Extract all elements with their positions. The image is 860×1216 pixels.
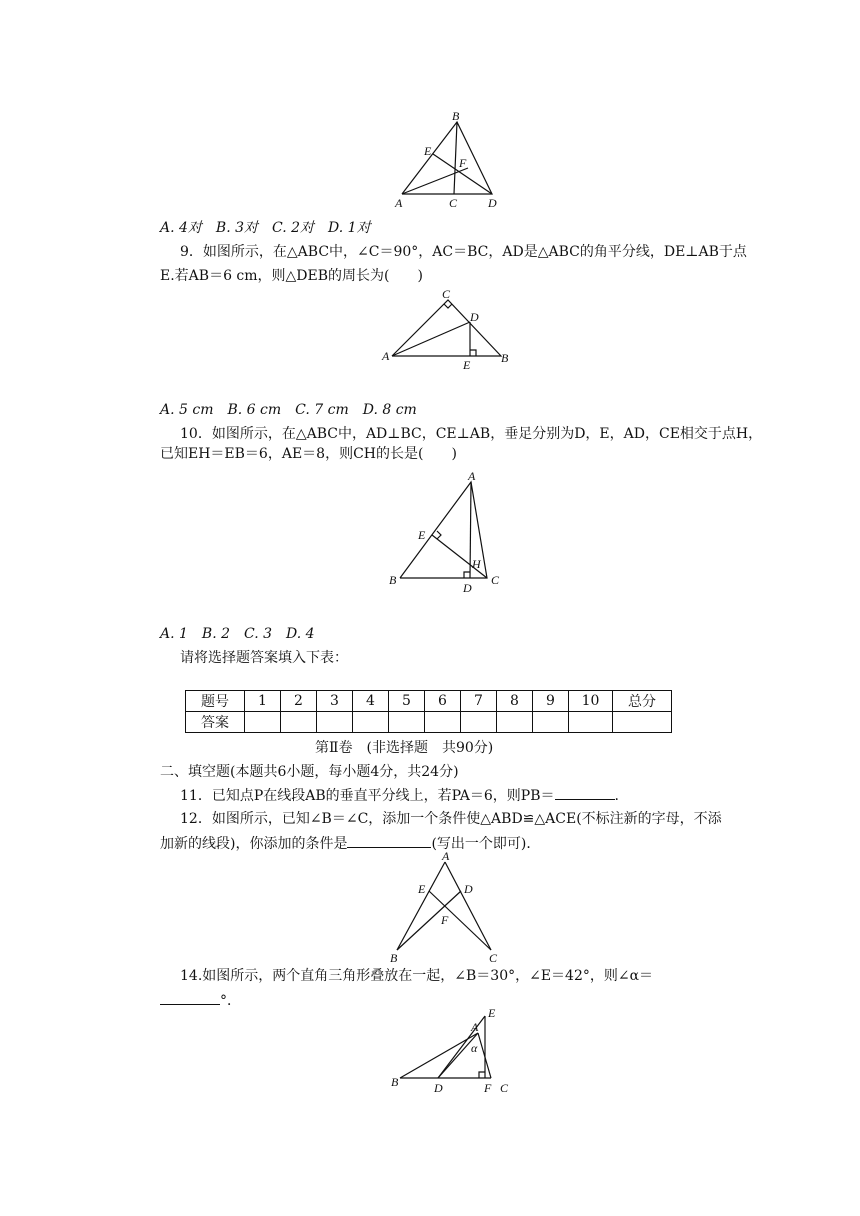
q14-label-a: A <box>471 1020 479 1034</box>
q8-label-d: D <box>488 196 497 210</box>
q14-line2 <box>160 990 241 1011</box>
q10-line1: 10．如图所示，在△ABC中，AD⊥BC，CE⊥AB，垂足分别为D，E，AD，CE相交于点H， <box>180 426 763 442</box>
q10-label-h: H <box>472 557 481 571</box>
q10-line2: 已知EH＝EB＝6，AE＝8，则CH的长是( ) <box>160 446 457 462</box>
q12-label-b: B <box>390 951 398 965</box>
q10-segment-ad <box>470 482 471 578</box>
table-header-total: 总分 <box>613 691 672 712</box>
q12-segment-ac <box>445 862 491 950</box>
q9-line2: E.若AB＝6 cm，则△DEB的周长为( ) <box>160 268 423 284</box>
q10-label-e: E <box>418 528 426 542</box>
q9-label-a: A <box>382 349 390 363</box>
q12-segment-ab <box>397 862 445 950</box>
total-score-cell[interactable] <box>613 712 672 733</box>
q9-label-d: D <box>470 310 479 324</box>
q12-label-a: A <box>442 850 450 863</box>
q12-line2-text: 加新的线段)，你添加的条件是 <box>160 836 348 852</box>
q8-triangle-abd <box>402 122 492 194</box>
q8-segment-bc <box>454 122 457 194</box>
q14-figure <box>388 1006 518 1098</box>
q12-figure <box>385 850 505 965</box>
q8-label-e: E <box>424 144 432 158</box>
q12-line1: 12．如图所示，已知∠B＝∠C，添加一个条件使△ABD≌△ACE(不标注新的字母，不添 <box>180 811 722 827</box>
q8-label-f: F <box>459 156 467 170</box>
q9-label-b: B <box>501 351 509 365</box>
q12-answer-blank[interactable] <box>347 833 431 848</box>
q14-label-d: D <box>434 1081 443 1095</box>
q9-segment-ad <box>392 322 470 356</box>
q11-end: . <box>614 788 619 804</box>
table-intro: 请将选择题答案填入下表： <box>180 650 348 666</box>
q10-label-d: D <box>463 581 472 593</box>
q14-label-alpha: α <box>471 1041 478 1055</box>
answer-cell[interactable] <box>425 712 461 733</box>
answer-cell[interactable] <box>461 712 497 733</box>
answer-cell[interactable] <box>317 712 353 733</box>
q9-triangle-abc <box>392 300 501 356</box>
q12-segment-bd <box>397 891 461 950</box>
section2-title: 第Ⅱ卷 (非选择题 共90分) <box>315 740 494 756</box>
table-number-cell: 6 <box>425 691 461 712</box>
q12-label-d: D <box>464 882 473 896</box>
table-number-cell: 9 <box>533 691 569 712</box>
q14-label-f: F <box>484 1081 492 1095</box>
answer-cell[interactable] <box>389 712 425 733</box>
q14-right-angle-f <box>479 1072 485 1078</box>
table-header-question-number: 题号 <box>186 691 245 712</box>
q14-answer-blank[interactable] <box>160 990 220 1005</box>
q10-label-a: A <box>468 469 476 483</box>
q9-right-angle-c <box>444 304 452 308</box>
q14-line1: 14.如图所示，两个直角三角形叠放在一起，∠B＝30°，∠E＝42°，则∠α＝ <box>180 968 654 984</box>
answer-cell[interactable] <box>281 712 317 733</box>
answer-cell[interactable] <box>245 712 281 733</box>
q12-segment-ce <box>429 891 491 950</box>
answer-cell[interactable] <box>353 712 389 733</box>
q14-label-c: C <box>500 1081 509 1095</box>
q11-answer-blank[interactable] <box>555 785 615 800</box>
q10-label-b: B <box>389 573 397 587</box>
q12-line2-end: (写出一个即可)． <box>431 836 541 852</box>
answer-cell[interactable] <box>569 712 613 733</box>
answer-table <box>185 690 672 733</box>
answer-cell[interactable] <box>497 712 533 733</box>
q8-label-b: B <box>452 110 460 123</box>
table-number-cell: 10 <box>569 691 613 712</box>
q8-label-c: C <box>449 196 458 210</box>
table-number-cell: 5 <box>389 691 425 712</box>
fill-section-title: 二、填空题(本题共6小题，每小题4分，共24分) <box>160 764 459 780</box>
q10-figure <box>385 468 510 593</box>
q9-right-angle-e <box>470 350 476 356</box>
q14-line2-end: °． <box>220 993 241 1009</box>
q12-label-c: C <box>489 951 498 965</box>
q12-label-e: E <box>418 882 426 896</box>
q9-line1: 9．如图所示，在△ABC中，∠C＝90°，AC＝BC，AD是△ABC的角平分线，DE⊥AB于点 <box>180 244 747 260</box>
q10-label-c: C <box>491 573 500 587</box>
answer-table-answer-row <box>186 712 672 733</box>
answer-table-number-row <box>186 691 672 712</box>
q14-label-e: E <box>488 1006 496 1020</box>
q8-figure <box>390 110 510 210</box>
q8-options: A. 4对 B. 3对 C. 2对 D. 1对 <box>160 220 371 236</box>
q11-question <box>180 785 619 806</box>
q9-label-e: E <box>463 358 471 372</box>
q11-text: 11．已知点P在线段AB的垂直平分线上，若PA＝6，则PB＝ <box>180 788 555 804</box>
q9-figure <box>380 288 520 373</box>
q10-right-angle-e <box>437 531 441 539</box>
q9-options: A. 5 cm B. 6 cm C. 7 cm D. 8 cm <box>160 402 417 418</box>
table-number-cell: 7 <box>461 691 497 712</box>
q9-label-c: C <box>442 288 451 301</box>
table-number-cell: 2 <box>281 691 317 712</box>
q10-options: A. 1 B. 2 C. 3 D. 4 <box>160 626 315 642</box>
answer-cell[interactable] <box>533 712 569 733</box>
table-number-cell: 1 <box>245 691 281 712</box>
q14-segment-ad <box>438 1033 478 1078</box>
q8-label-a: A <box>395 196 403 210</box>
q14-label-b: B <box>391 1075 399 1089</box>
q12-label-f: F <box>441 913 449 927</box>
table-number-cell: 8 <box>497 691 533 712</box>
table-number-cell: 4 <box>353 691 389 712</box>
table-number-cell: 3 <box>317 691 353 712</box>
q10-right-angle-d <box>464 572 470 578</box>
table-header-answer: 答案 <box>186 712 245 733</box>
